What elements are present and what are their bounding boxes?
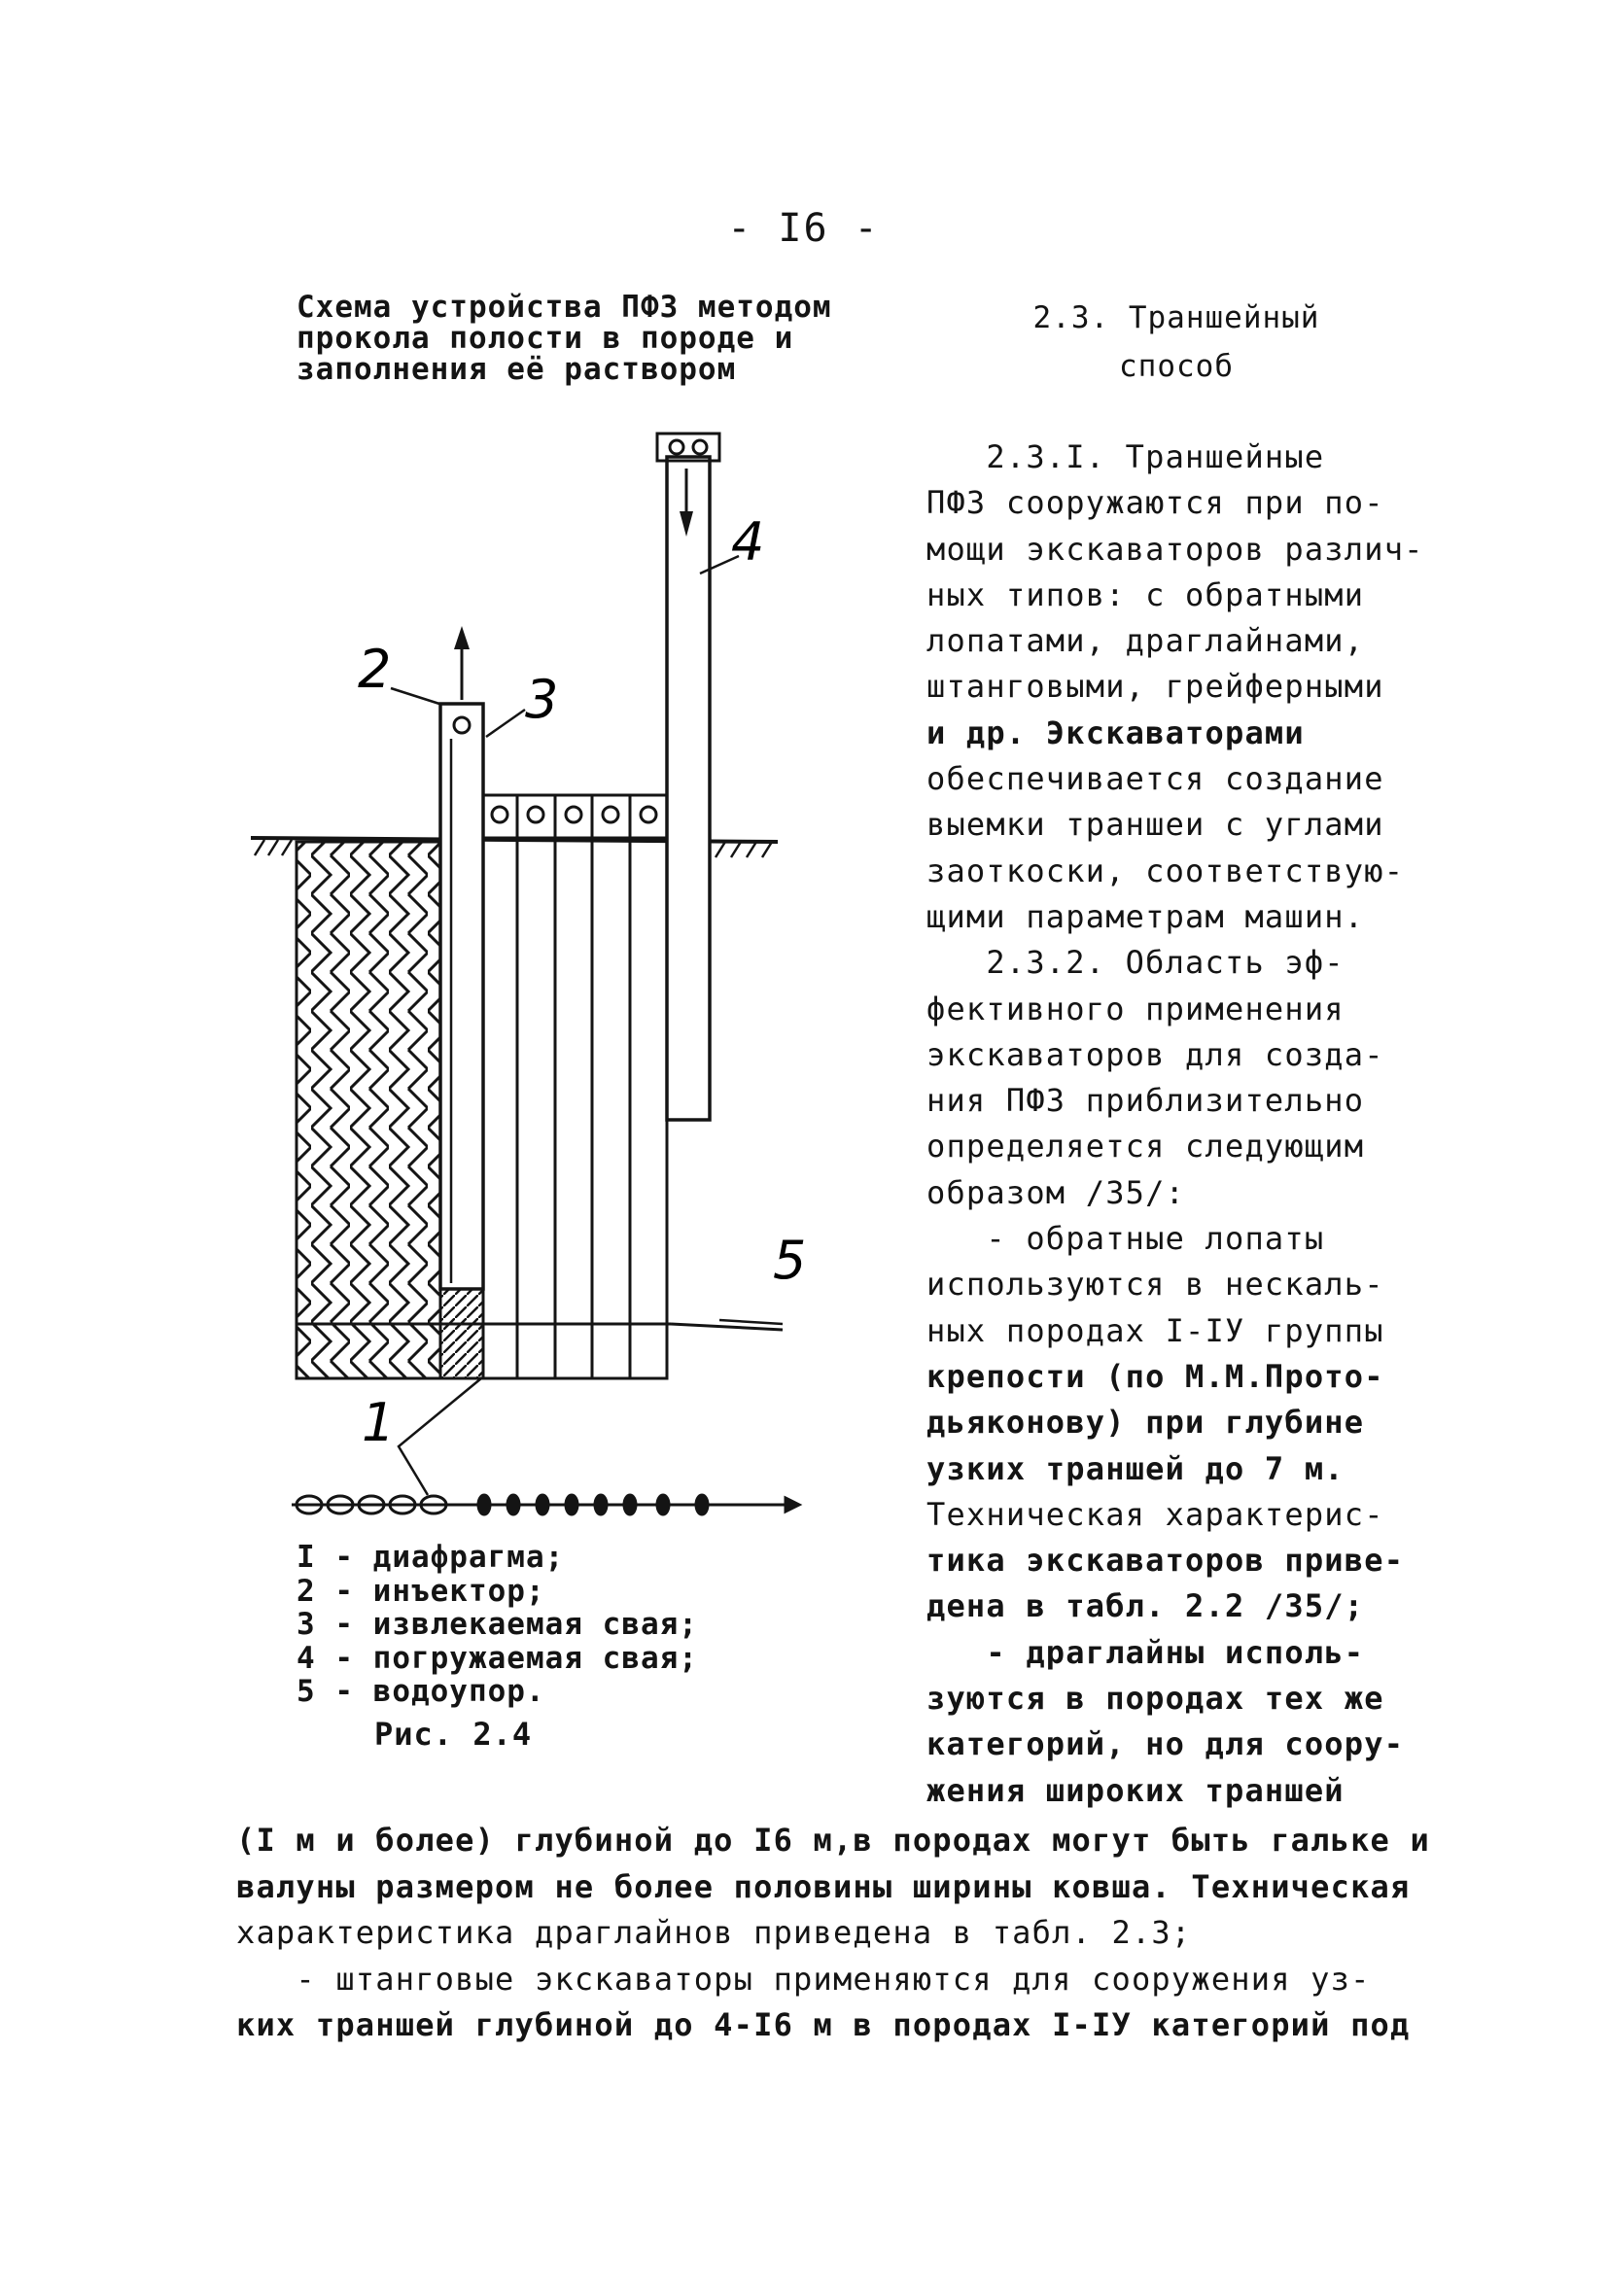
- text-line: (I м и более) глубиной до I6 м,в породах могут быть гальке и: [236, 1822, 1430, 1859]
- text-line: и др. Экскаваторами: [926, 713, 1305, 751]
- legend-item: 5 - водоупор.: [297, 1674, 545, 1709]
- text-line: образом /35/:: [926, 1173, 1186, 1211]
- text-line: ных типов: с обратными: [926, 575, 1365, 613]
- driven-pile: [667, 457, 710, 1120]
- right-column-text: [926, 435, 1424, 1814]
- text-line: фективного применения: [926, 990, 1345, 1027]
- full-width-text: [236, 1818, 1430, 2049]
- text-line: заоткоски, соответствую-: [926, 852, 1405, 889]
- text-line: 2.3.I. Траншейные: [926, 438, 1325, 475]
- text-line: определяется следующим: [926, 1128, 1365, 1165]
- legend-item: 2 - инъектор;: [297, 1573, 545, 1609]
- text-line: ния ПФЗ приблизительно: [926, 1082, 1365, 1120]
- text-line: характеристика драглайнов приведена в табл. 2.3;: [236, 1914, 1192, 1951]
- page-number: - I6 -: [727, 206, 880, 251]
- label-4: 4: [731, 511, 765, 573]
- text-line: щими параметрам машин.: [926, 897, 1365, 935]
- legend: [297, 1541, 744, 1709]
- caption-line: прокола полости в породе и: [297, 321, 794, 356]
- diaphragm: [440, 1289, 483, 1378]
- text-line: Техническая характерис-: [926, 1495, 1384, 1533]
- label-2: 2: [358, 639, 392, 700]
- label-1: 1: [362, 1392, 396, 1453]
- text-line: категорий, но для соору-: [926, 1725, 1405, 1763]
- text-line: жения широких траншей: [926, 1771, 1345, 1809]
- text-line: ПФЗ сооружаются при по-: [926, 484, 1384, 522]
- text-line: зуются в породах тех же: [926, 1680, 1384, 1718]
- text-line: тика экскаваторов приве-: [926, 1542, 1405, 1580]
- legend-item: 4 - погружаемая свая;: [297, 1640, 698, 1676]
- legend-item: 3 - извлекаемая свая;: [297, 1607, 698, 1642]
- text-line: мощи экскаваторов различ-: [926, 530, 1424, 568]
- text-line: - штанговые экскаваторы применяются для сооружения уз-: [236, 1960, 1371, 1998]
- injector-line: [292, 1495, 799, 1514]
- text-line: узких траншей до 7 м.: [926, 1449, 1345, 1487]
- grouted-zone: [297, 842, 440, 1378]
- section-subtitle: способ: [1119, 349, 1234, 384]
- text-line: ных породах I-IУ группы: [926, 1311, 1384, 1349]
- text-line: лопатами, драглайнами,: [926, 622, 1365, 660]
- section-title: 2.3. Траншейный: [1032, 300, 1320, 335]
- text-line: дьяконову) при глубине: [926, 1404, 1365, 1442]
- caption-line: заполнения её раствором: [297, 352, 737, 387]
- text-line: крепости (по М.М.Прото-: [926, 1357, 1384, 1395]
- text-line: дена в табл. 2.2 /35/;: [926, 1587, 1365, 1625]
- text-line: обеспечивается создание: [926, 760, 1384, 798]
- legend-item: I - диафрагма;: [297, 1540, 565, 1575]
- text-line: валуны размером не более половины ширины ковша. Техническая: [236, 1867, 1411, 1905]
- text-line: штанговыми, грейферными: [926, 668, 1384, 706]
- label-5: 5: [773, 1230, 807, 1291]
- text-line: 2.3.2. Область эф-: [926, 944, 1345, 982]
- caption-line: Схема устройства ПФЗ методом: [297, 290, 832, 325]
- text-line: используются в нескаль-: [926, 1266, 1384, 1304]
- extracted-pile: [440, 704, 483, 1289]
- text-line: - обратные лопаты: [926, 1220, 1325, 1258]
- pile-row: [483, 795, 667, 1378]
- text-line: - драглайны исполь-: [926, 1633, 1365, 1671]
- text-line: ких траншей глубиной до 4-I6 м в породах I-IУ категорий под: [236, 2006, 1411, 2043]
- text-line: выемки траншеи с углами: [926, 806, 1384, 844]
- label-3: 3: [525, 669, 559, 730]
- figure-label: Рис. 2.4: [374, 1716, 533, 1753]
- text-line: экскаваторов для созда-: [926, 1035, 1384, 1073]
